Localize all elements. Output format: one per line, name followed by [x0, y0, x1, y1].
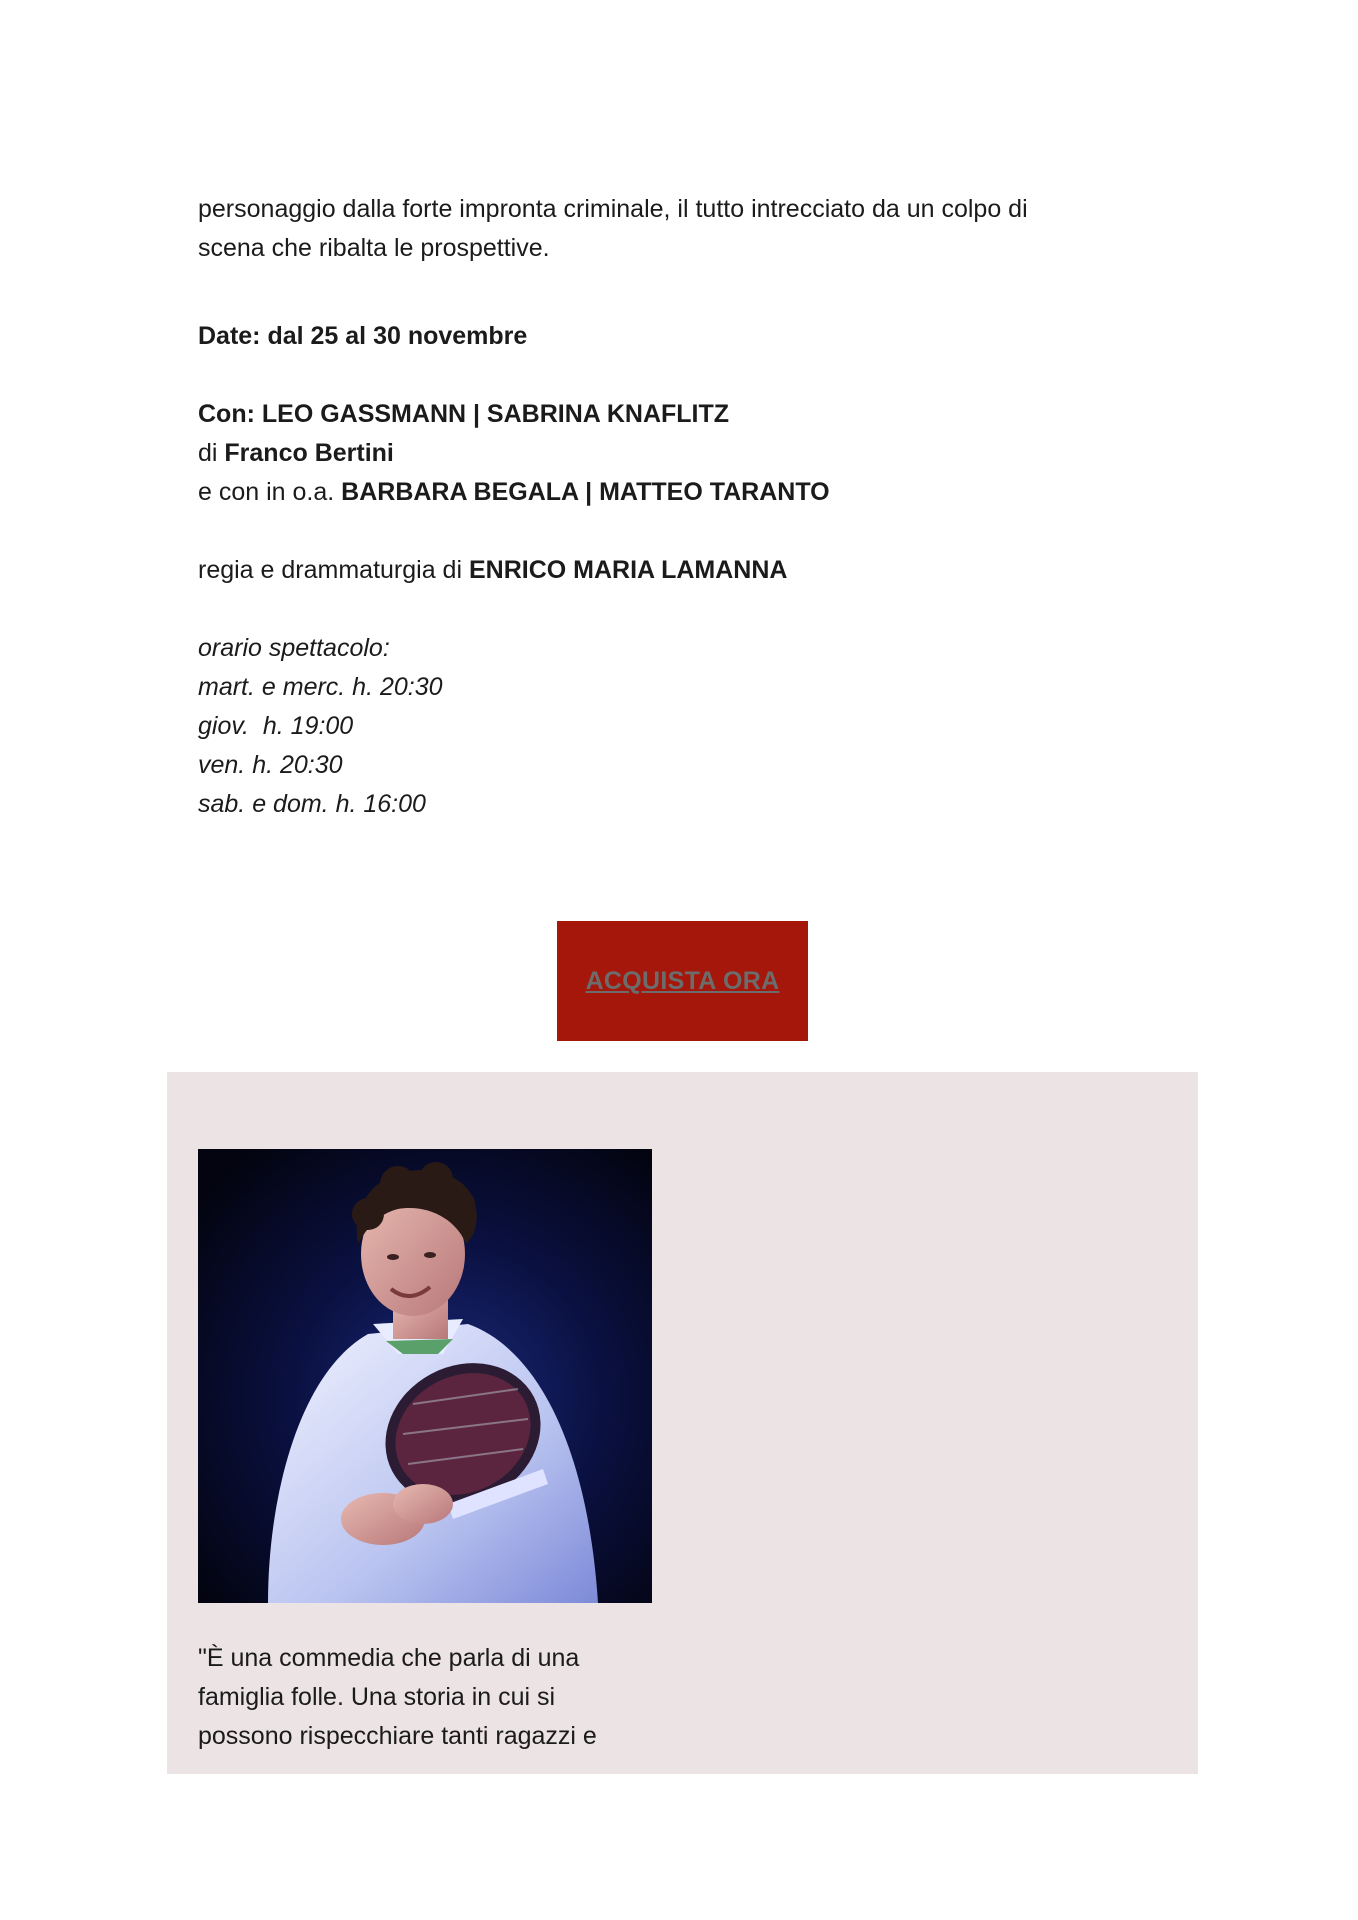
cast-others-name-2: MATTEO TARANTO — [599, 478, 830, 506]
schedule-line: giov. h. 19:00 — [198, 712, 354, 740]
direction-paragraph — [198, 551, 1118, 590]
direction-name: ENRICO MARIA LAMANNA — [468, 556, 788, 584]
feature-quote — [198, 1639, 668, 1756]
schedule-title: orario spettacolo: — [198, 634, 390, 662]
cast-paragraph — [198, 395, 1118, 512]
cast-con-names: LEO GASSMANN | SABRINA KNAFLITZ — [261, 400, 730, 428]
cast-con-label: Con: — [198, 400, 262, 428]
quote-line: possono rispecchiare tanti ragazzi e — [198, 1722, 597, 1750]
intro-line-1: personaggio dalla forte impronta criminale, il tutto intrecciato da un colpo di — [198, 195, 1028, 223]
schedule-line: ven. h. 20:30 — [198, 751, 343, 779]
buy-now-button[interactable]: ACQUISTA ORA — [557, 921, 808, 1041]
cast-author-prefix: di — [198, 439, 225, 467]
actor-photo-illustration — [198, 1149, 652, 1603]
cast-author-name: Franco Bertini — [224, 439, 394, 467]
cast-con-line — [198, 395, 1118, 434]
cast-author-line — [198, 434, 1118, 473]
quote-line: famiglia folle. Una storia in cui si — [198, 1683, 556, 1711]
dates-text: Date: dal 25 al 30 novembre — [198, 322, 528, 350]
intro-paragraph — [198, 190, 1118, 268]
cast-others-line — [198, 473, 1118, 512]
schedule-line: sab. e dom. h. 16:00 — [198, 790, 426, 818]
cast-others-prefix: e con in o.a. — [198, 478, 342, 506]
quote-line: "È una commedia che parla di una — [198, 1644, 580, 1672]
cast-others-name-1: BARBARA BEGALA — [341, 478, 579, 506]
intro-line-2: scena che ribalta le prospettive. — [198, 234, 550, 262]
schedule-line: mart. e merc. h. 20:30 — [198, 673, 443, 701]
cast-others-separator: | — [578, 478, 600, 506]
direction-prefix: regia e drammaturgia di — [198, 556, 469, 584]
dates-paragraph — [198, 317, 1118, 356]
schedule-paragraph — [198, 629, 1118, 824]
direction-line — [198, 551, 1118, 590]
actor-photo[interactable] — [198, 1149, 652, 1603]
feature-card — [167, 1072, 1198, 1774]
